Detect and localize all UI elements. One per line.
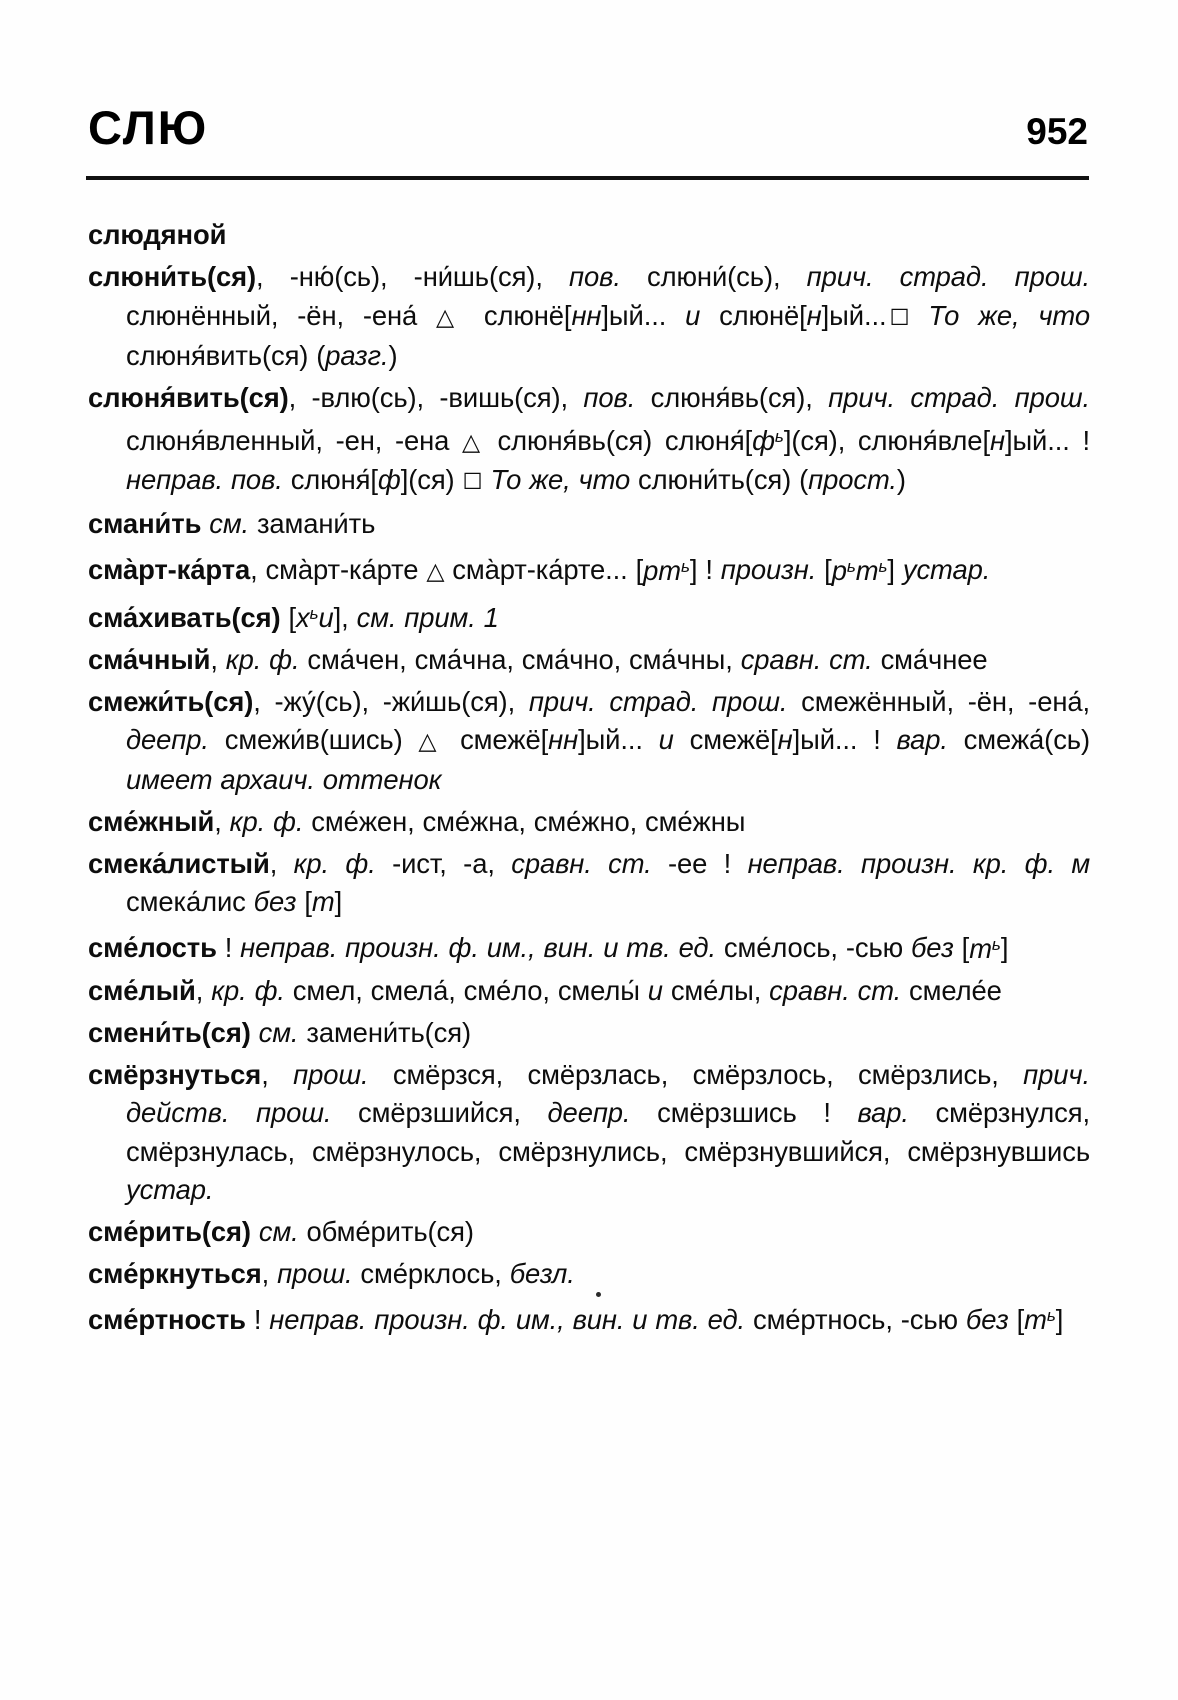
dictionary-entry: сма́хивать(ся) $[х^ьи]$, см. прим. 1 <box>88 601 499 633</box>
scan-ink-speck <box>596 1292 601 1297</box>
dictionary-entry: смека́листый, кр. ф. -ист, -а, сравн. ст. -ее ! неправ. произн. кр. ф. м смека́лис без [т] <box>88 847 1091 918</box>
dictionary-entry: сма́чный, кр. ф. сма́чен, сма́чна, сма́чно, сма́чны, сравн. ст. сма́чнее <box>88 643 988 675</box>
dictionary-entry: сме́лый, кр. ф. смел, смела́, сме́ло, смелы́ и сме́лы, сравн. ст. смеле́е <box>88 974 1002 1006</box>
page-number: 952 <box>1026 111 1088 152</box>
dictionary-entry: сме́рить(ся) см. обме́рить(ся) <box>88 1216 474 1248</box>
dictionary-entry-list <box>88 216 1090 1340</box>
dictionary-entry: сма̀рт-ка́рта, сма̀рт-ка́рте △ сма̀рт-ка́рте... $[рт^ь]$ ! произн. $[р^ьт^ь]$ устар. <box>88 554 991 586</box>
dictionary-entry: смёрзнуться, прош. смёрзся, смёрзлась, смёрзлось, смёрзлись, прич. действ. прош. смёрзшийся, деепр. смёрзшись ! вар. смёрзнулся, смёрзнулась, смёрзнулось, смёрзнулись, смёрзнувшийся, смёрзнувшись устар. <box>88 1058 1090 1206</box>
running-head <box>88 101 1088 174</box>
header-divider-rule <box>86 176 1089 180</box>
running-head-word: СЛЮ <box>88 101 209 154</box>
dictionary-entry: смежи́ть(ся), -жу́(сь), -жи́шь(ся), прич. страд. прош. смежённый, -ён, -ена́, деепр. смежи́в(шись) △ смежё[нн]ый... и смежё[н]ый... ! вар. смежа́(сь) имеет архаич. оттенок <box>88 685 1090 795</box>
dictionary-entry: сме́жный, кр. ф. сме́жен, сме́жна, сме́жно, сме́жны <box>88 805 746 837</box>
dictionary-entry: сме́ркнуться, прош. сме́рклось, безл. <box>88 1258 575 1290</box>
dictionary-entry: смани́ть см. замани́ть <box>88 508 376 540</box>
dictionary-entry: слюни́ть(ся), -ню́(сь), -ни́шь(ся), пов. слюни́(сь), прич. страд. прош. слюнённый, -ён, -ена́ △ слюнё[нн]ый... и слюнё[н]ый... ☐ То же, что слюня́вить(ся) (разг.) <box>88 260 1090 372</box>
dictionary-entry: слюня́вить(ся), -влю(сь), -вишь(ся), пов. слюня́вь(ся), прич. страд. прош. слюня́вленный, -ен, -ена △ слюня́вь(ся) $слюня́[ф^ь](ся)$, слюня́вле[н]ый... ! неправ. пов. слюня́[ф](ся) ☐ То же, что слюни́ть(ся) (прост.) <box>88 382 1090 496</box>
dictionary-entry: смени́ть(ся) см. замени́ть(ся) <box>88 1016 472 1048</box>
dictionary-entry: слюдяной <box>88 219 227 250</box>
dictionary-entry: сме́ртность ! неправ. произн. ф. им., вин. и тв. ед. сме́ртнось, -сью без $[т^ь]$ <box>88 1304 1064 1336</box>
dictionary-entry: сме́лость ! неправ. произн. ф. им., вин. и тв. ед. сме́лось, -сью без $[т^ь]$ <box>88 932 1009 964</box>
